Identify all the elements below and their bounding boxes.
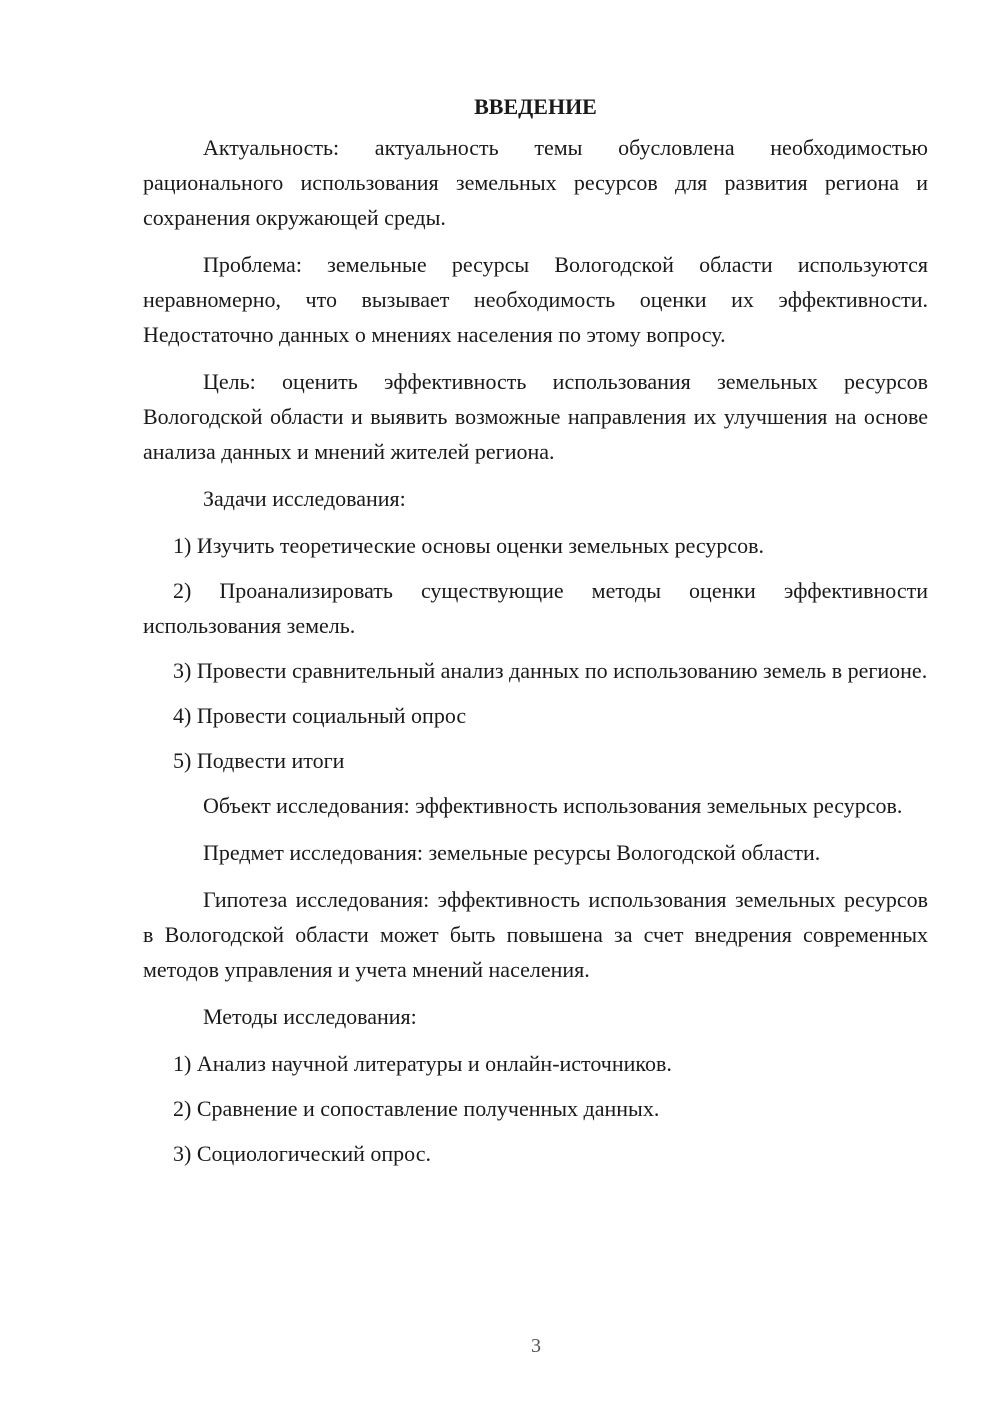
goal-paragraph: Цель: оценить эффективность использования земельных ресурсов Вологодской области и выявить возможные направления их улучшения на основе анализа данных и мнений жителей региона. [143,369,928,464]
task-item-3: 3) Провести сравнительный анализ данных по использованию земель в регионе. [173,658,928,683]
relevance-paragraph: Актуальность: актуальность темы обусловлена необходимостью рационального использования земельных ресурсов для развития региона и сохранения окружающей среды. [143,135,928,230]
hypothesis-paragraph: Гипотеза исследования: эффективность использования земельных ресурсов в Вологодской области может быть повышена за счет внедрения современных методов управления и учета мнений населения. [143,887,928,982]
page-number: 3 [531,1335,541,1357]
problem-paragraph: Проблема: земельные ресурсы Вологодской области используются неравномерно, что вызывает необходимость оценки их эффективности. Недостаточно данных о мнениях населения по этому вопросу. [143,252,928,347]
section-title: ВВЕДЕНИЕ [474,94,597,119]
method-item-2: 2) Сравнение и сопоставление полученных данных. [173,1096,660,1121]
method-item-3: 3) Социологический опрос. [173,1141,431,1166]
object-paragraph: Объект исследования: эффективность использования земельных ресурсов. [203,793,903,818]
task-item-1: 1) Изучить теоретические основы оценки земельных ресурсов. [173,533,765,558]
task-item-5: 5) Подвести итоги [173,748,345,773]
method-item-1: 1) Анализ научной литературы и онлайн-источников. [173,1051,672,1076]
tasks-heading: Задачи исследования: [203,486,406,511]
document-body [143,92,928,1181]
subject-paragraph: Предмет исследования: земельные ресурсы Вологодской области. [203,840,821,865]
task-item-2: 2) Проанализировать существующие методы оценки эффективности использования земель. [143,578,928,638]
task-item-4: 4) Провести социальный опрос [173,703,467,728]
methods-heading: Методы исследования: [203,1004,417,1029]
